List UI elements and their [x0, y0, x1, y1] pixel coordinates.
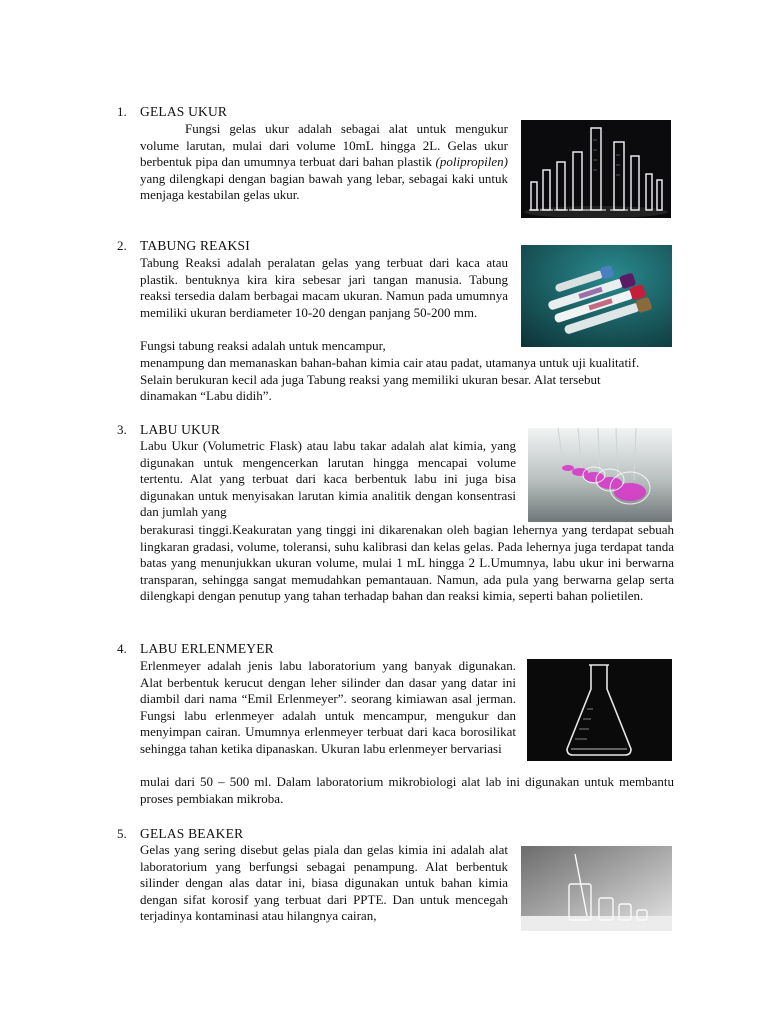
section-paragraph: Erlenmeyer adalah jenis labu laboratorium yang banyak digunakan. Alat berbentuk kerucut dengan leher silinder dan dasar yang datar ini diambil dari nama “Emil Erlenmeyer”. seorang kimiawan asal jerman. Fungsi labu erlenmeyer adalah untuk mencampur, mengukur dan menyimpan cairan. Umumnya erlenmeyer terbuat dari kaca borosilikat sehingga tahan ketika dipanaskan. Ukuran labu erlenmeyer bervariasi	[140, 658, 516, 756]
section-number: 3.	[117, 422, 127, 437]
graduated-cylinders-image	[521, 120, 671, 218]
section-paragraph: menampung dan memanaskan bahan-bahan kimia cair atau padat, utamanya untuk uji kualitatif. Selain berukuran kecil ada juga Tabung reaksi yang memiliki ukuran besar. Alat tersebut dinamakan “Labu didih”.	[140, 355, 640, 404]
section-title: LABU ERLENMEYER	[140, 641, 274, 656]
paragraph-text: yang dilengkapi dengan bagian bawah yang lebar, sebagai kaki untuk menjaga kestabilan gelas ukur.	[140, 170, 508, 203]
section-title: GELAS BEAKER	[140, 826, 244, 841]
section-number: 1.	[117, 104, 127, 119]
section-paragraph	[140, 121, 508, 204]
paragraph-text: Fungsi gelas ukur adalah sebagai alat untuk mengukur volume larutan, mulai dari volume 10mL hingga 2L. Gelas ukur berbentuk pipa dan umumnya terbuat dari bahan plastik	[140, 121, 508, 170]
section-paragraph: mulai dari 50 – 500 ml. Dalam laboratorium mikrobiologi alat lab ini digunakan untuk membantu proses pembiakan mikroba.	[140, 774, 674, 806]
section-paragraph: Fungsi tabung reaksi adalah untuk mencampur,	[140, 338, 386, 353]
section-number: 4.	[117, 641, 127, 656]
section-number: 5.	[117, 826, 127, 841]
section-title: GELAS UKUR	[140, 104, 228, 119]
section-title: LABU UKUR	[140, 422, 221, 437]
section-paragraph: berakurasi tinggi.Keakuratan yang tinggi ini dikarenakan oleh bagian lehernya yang terdapat sebuah lingkaran gradasi, volume, toleransi, suhu kalibrasi dan kelas gelas. Pada lehernya juga terdapat tanda batas yang menunjukkan ukuran volume, mulai 1 mL hingga 2 L.Umumnya, labu ukur ini berwarna transparan, sehingga sangat memudahkan pemantauan. Namun, ada pula yang berwarna gelap serta dilengkapi dengan penutup yang tahan terhadap bahan dan reaksi kimia, seperti bahan polietilen.	[140, 522, 674, 604]
beakers-image	[521, 846, 672, 931]
section-title: TABUNG REAKSI	[140, 238, 250, 253]
test-tubes-image	[521, 245, 672, 347]
section-number: 2.	[117, 238, 127, 253]
section-paragraph: Gelas yang sering disebut gelas piala dan gelas kimia ini adalah alat laboratorium yang berfungsi sebagai penampung. Alat berbentuk silinder dengan alas datar ini, biasa digunakan untuk bahan kimia dengan sifat korosif yang terbuat dari PPTE. Dan untuk mencegah terjadinya kontaminasi atau hilangnya cairan,	[140, 842, 508, 924]
volumetric-flasks-image	[528, 428, 672, 522]
section-paragraph: Labu Ukur (Volumetric Flask) atau labu takar adalah alat kimia, yang digunakan untuk mengencerkan larutan hingga mencapai volume tertentu. Alat yang terbuat dari kaca berbentuk labu ini juga bisa digunakan untuk menyisakan larutan kimia analitik dengan konsentrasi dan jumlah yang	[140, 438, 516, 520]
erlenmeyer-flask-image	[527, 659, 672, 761]
paragraph-italic-text: (polipropilen)	[435, 154, 508, 170]
section-paragraph: Tabung Reaksi adalah peralatan gelas yang terbuat dari kaca atau plastik. bentuknya kira kira sebesar jari tangan manusia. Tabung reaksi tersedia dalam berbagai macam ukuran. Namun pada umumnya memiliki ukuran berdiameter 10-20 dengan panjang 50-200 mm.	[140, 255, 508, 320]
